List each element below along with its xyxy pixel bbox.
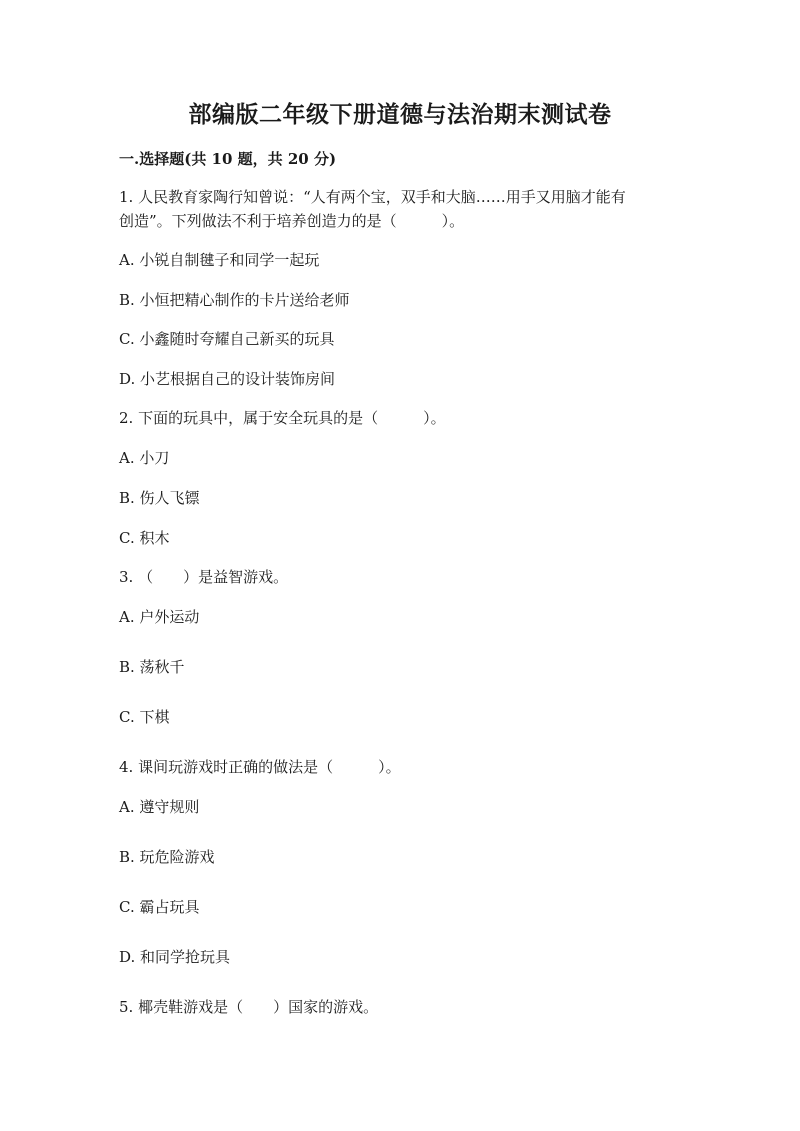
question-4-option-a: A. 遵守规则 — [119, 798, 200, 816]
question-4-option-b: B. 玩危险游戏 — [119, 848, 215, 866]
question-2-text: 2. 下面的玩具中，属于安全玩具的是（ ）。 — [119, 409, 446, 427]
question-4-option-c: C. 霸占玩具 — [119, 898, 200, 916]
question-5-text: 5. 椰壳鞋游戏是（ ）国家的游戏。 — [119, 998, 379, 1016]
question-1-text-line2: 创造”。下列做法不利于培养创造力的是（ ）。 — [119, 212, 465, 230]
question-2-option-b: B. 伤人飞镖 — [119, 489, 200, 507]
question-1-option-c: C. 小鑫随时夸耀自己新买的玩具 — [119, 330, 335, 348]
page-title: 部编版二年级下册道德与法治期末测试卷 — [188, 101, 612, 128]
question-4-option-d: D. 和同学抢玩具 — [119, 948, 231, 966]
question-1-option-b: B. 小恒把精心制作的卡片送给老师 — [119, 291, 350, 309]
section-heading: 一.选择题(共 10 题，共 20 分) — [119, 150, 337, 168]
question-1-text-line1: 1. 人民教育家陶行知曾说：“人有两个宝，双手和大脑……用手又用脑才能有 — [119, 188, 626, 206]
question-2-option-c: C. 积木 — [119, 529, 170, 547]
question-2-option-a: A. 小刀 — [119, 449, 170, 467]
question-1-option-d: D. 小艺根据自己的设计装饰房间 — [119, 370, 336, 388]
question-4-text: 4. 课间玩游戏时正确的做法是（ ）。 — [119, 758, 401, 776]
question-3-option-b: B. 荡秋千 — [119, 658, 185, 676]
question-3-option-a: A. 户外运动 — [119, 608, 200, 626]
question-3-text: 3. （ ）是益智游戏。 — [119, 568, 289, 586]
question-3-option-c: C. 下棋 — [119, 708, 170, 726]
question-1 — [119, 185, 679, 233]
question-1-option-a: A. 小锐自制毽子和同学一起玩 — [119, 251, 320, 269]
